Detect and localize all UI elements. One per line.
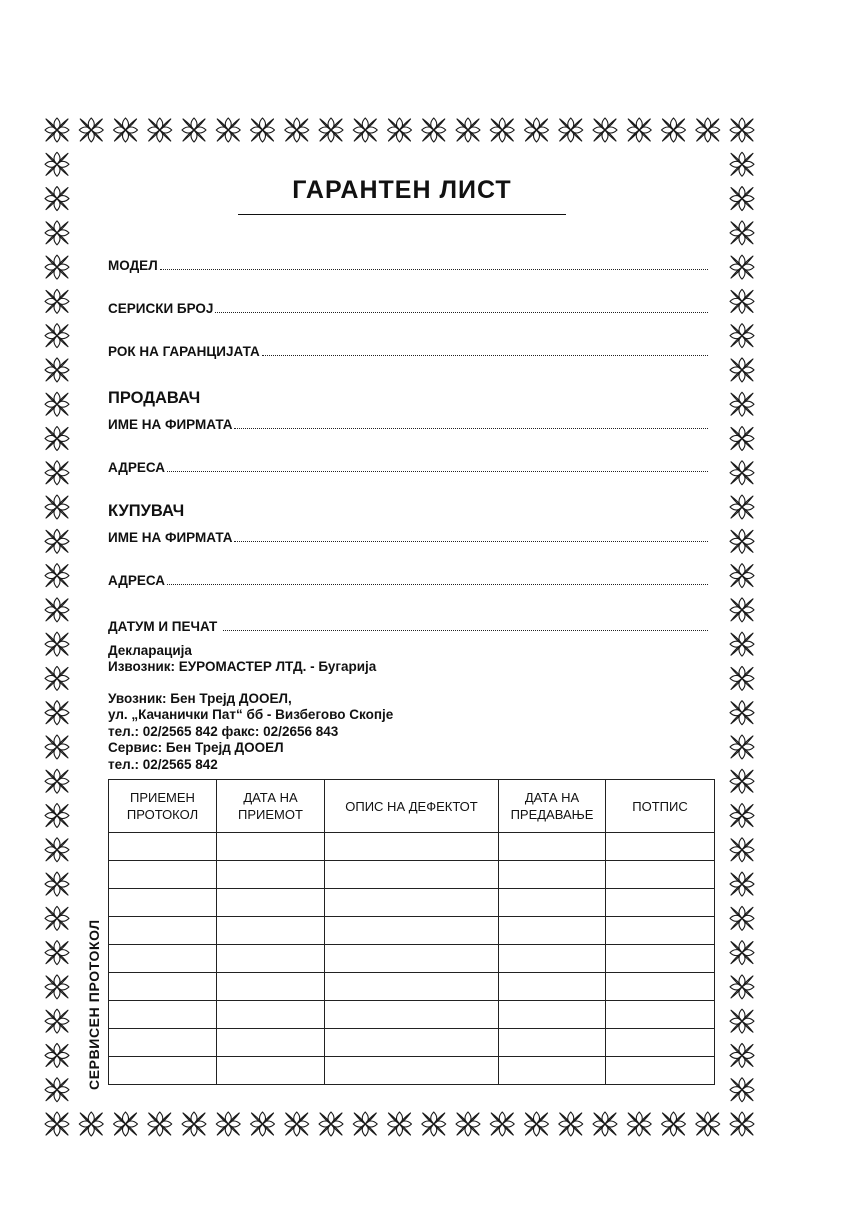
border-flower-icon	[525, 1112, 549, 1136]
border-flower-icon	[148, 118, 172, 142]
table-cell[interactable]	[606, 1001, 715, 1029]
border-flower-icon	[730, 221, 754, 245]
border-flower-icon	[45, 906, 69, 930]
border-flower-icon	[730, 255, 754, 279]
table-row	[109, 833, 715, 861]
border-flower-icon	[285, 1112, 309, 1136]
border-flower-icon	[730, 289, 754, 313]
table-cell[interactable]	[217, 945, 325, 973]
service-protocol-side-label: СЕРВИСЕН ПРОТОКОЛ	[86, 919, 102, 1090]
table-cell[interactable]	[217, 889, 325, 917]
border-flower-icon	[456, 118, 480, 142]
border-flower-icon	[45, 289, 69, 313]
buyer-address-field[interactable]	[108, 573, 708, 588]
buyer-address-label: АДРЕСА	[108, 573, 166, 588]
border-flower-icon	[696, 118, 720, 142]
table-cell[interactable]	[325, 889, 499, 917]
border-flower-icon	[730, 564, 754, 588]
serial-label: СЕРИСКИ БРОЈ	[108, 301, 214, 316]
table-row	[109, 1057, 715, 1085]
table-cell[interactable]	[217, 1029, 325, 1057]
border-flower-icon	[319, 1112, 343, 1136]
declaration-label: Декларација	[108, 643, 192, 658]
table-cell[interactable]	[325, 1001, 499, 1029]
column-header-line: ОПИС НА ДЕФЕКТОТ	[345, 798, 478, 814]
table-cell[interactable]	[217, 833, 325, 861]
table-cell[interactable]	[109, 861, 217, 889]
table-cell[interactable]	[217, 917, 325, 945]
date-stamp-label: ДАТУМ И ПЕЧАТ	[108, 619, 218, 634]
service-line: Сервис: Бен Трејд ДООЕЛ	[108, 740, 284, 756]
column-header-line: ПОТПИС	[632, 798, 688, 814]
border-flower-icon	[79, 118, 103, 142]
border-flower-icon	[45, 701, 69, 725]
border-flower-icon	[45, 426, 69, 450]
table-cell[interactable]	[499, 917, 606, 945]
border-flower-icon	[422, 1112, 446, 1136]
column-header	[109, 780, 217, 833]
table-cell[interactable]	[109, 889, 217, 917]
table-cell[interactable]	[325, 917, 499, 945]
border-flower-icon	[730, 152, 754, 176]
border-flower-icon	[388, 118, 412, 142]
border-flower-icon	[182, 118, 206, 142]
column-header	[325, 780, 499, 833]
table-cell[interactable]	[109, 973, 217, 1001]
border-flower-icon	[45, 564, 69, 588]
border-flower-icon	[490, 118, 514, 142]
buyer-company-field[interactable]	[108, 530, 708, 545]
table-cell[interactable]	[499, 1001, 606, 1029]
border-flower-icon	[45, 804, 69, 828]
title-underline	[238, 214, 566, 215]
table-cell[interactable]	[217, 973, 325, 1001]
seller-heading: ПРОДАВАЧ	[108, 389, 201, 407]
border-flower-icon	[216, 118, 240, 142]
table-cell[interactable]	[606, 917, 715, 945]
table-cell[interactable]	[325, 1029, 499, 1057]
serial-field[interactable]	[108, 301, 708, 316]
border-flower-icon	[45, 1043, 69, 1067]
border-flower-icon	[730, 495, 754, 519]
border-flower-icon	[730, 1112, 754, 1136]
table-cell[interactable]	[217, 861, 325, 889]
table-cell[interactable]	[606, 945, 715, 973]
table-cell[interactable]	[325, 1057, 499, 1085]
border-flower-icon	[353, 118, 377, 142]
column-header	[606, 780, 715, 833]
table-cell[interactable]	[325, 833, 499, 861]
table-cell[interactable]	[109, 1057, 217, 1085]
table-cell[interactable]	[109, 917, 217, 945]
border-flower-icon	[559, 1112, 583, 1136]
border-flower-icon	[79, 1112, 103, 1136]
model-label: МОДЕЛ	[108, 258, 158, 273]
border-flower-icon	[730, 975, 754, 999]
seller-address-label: АДРЕСА	[108, 460, 166, 475]
model-field[interactable]	[108, 258, 708, 273]
border-flower-icon	[45, 255, 69, 279]
border-flower-icon	[730, 392, 754, 416]
table-cell[interactable]	[606, 861, 715, 889]
border-flower-icon	[45, 735, 69, 759]
table-row	[109, 945, 715, 973]
column-header	[217, 780, 325, 833]
border-flower-icon	[730, 701, 754, 725]
border-flower-icon	[730, 598, 754, 622]
border-flower-icon	[45, 152, 69, 176]
border-flower-icon	[319, 118, 343, 142]
border-flower-icon	[627, 118, 651, 142]
border-flower-icon	[45, 975, 69, 999]
table-cell[interactable]	[606, 1029, 715, 1057]
table-cell[interactable]	[606, 1057, 715, 1085]
table-cell[interactable]	[325, 861, 499, 889]
border-flower-icon	[730, 461, 754, 485]
table-cell[interactable]	[109, 945, 217, 973]
border-flower-icon	[45, 838, 69, 862]
table-row	[109, 917, 715, 945]
buyer-heading: КУПУВАЧ	[108, 502, 185, 520]
border-flower-icon	[148, 1112, 172, 1136]
service-protocol-table	[108, 779, 715, 1085]
border-flower-icon	[456, 1112, 480, 1136]
border-flower-icon	[388, 1112, 412, 1136]
table-cell[interactable]	[606, 973, 715, 1001]
page-title: ГАРАНТЕН ЛИСТ	[292, 176, 512, 204]
border-flower-icon	[730, 906, 754, 930]
border-flower-icon	[730, 838, 754, 862]
border-flower-icon	[251, 1112, 275, 1136]
border-flower-icon	[730, 324, 754, 348]
border-flower-icon	[45, 392, 69, 416]
border-flower-icon	[525, 118, 549, 142]
border-flower-icon	[730, 804, 754, 828]
seller-address-field[interactable]	[108, 460, 708, 475]
service-phone-line: тел.: 02/2565 842	[108, 756, 218, 772]
border-flower-icon	[730, 1009, 754, 1033]
buyer-company-label: ИМЕ НА ФИРМАТА	[108, 530, 233, 545]
table-cell[interactable]	[606, 833, 715, 861]
border-flower-icon	[182, 1112, 206, 1136]
border-flower-icon	[45, 632, 69, 656]
table-cell[interactable]	[499, 1057, 606, 1085]
importer-block	[108, 691, 393, 773]
border-flower-icon	[45, 666, 69, 690]
border-flower-icon	[730, 666, 754, 690]
border-flower-icon	[45, 941, 69, 965]
border-flower-icon	[730, 529, 754, 553]
border-flower-icon	[593, 118, 617, 142]
column-header-line: ПРИЕМЕН	[130, 790, 195, 805]
border-flower-icon	[45, 495, 69, 519]
table-cell[interactable]	[109, 1001, 217, 1029]
border-flower-icon	[353, 1112, 377, 1136]
table-cell[interactable]	[109, 1029, 217, 1057]
border-flower-icon	[730, 735, 754, 759]
table-cell[interactable]	[325, 973, 499, 1001]
border-flower-icon	[730, 426, 754, 450]
column-header-line: ПРИЕМОТ	[238, 807, 303, 822]
border-flower-icon	[662, 118, 686, 142]
border-flower-icon	[696, 1112, 720, 1136]
table-cell[interactable]	[217, 1057, 325, 1085]
border-flower-icon	[45, 1112, 69, 1136]
seller-company-field[interactable]	[108, 417, 708, 432]
seller-company-label: ИМЕ НА ФИРМАТА	[108, 417, 233, 432]
table-cell[interactable]	[217, 1001, 325, 1029]
border-flower-icon	[730, 941, 754, 965]
border-flower-icon	[559, 118, 583, 142]
border-flower-icon	[45, 324, 69, 348]
table-cell[interactable]	[499, 889, 606, 917]
border-flower-icon	[627, 1112, 651, 1136]
border-flower-icon	[45, 872, 69, 896]
border-flower-icon	[45, 118, 69, 142]
column-header-line: ПРЕДАВАЊЕ	[510, 807, 594, 822]
table-row	[109, 973, 715, 1001]
date-stamp-field[interactable]	[108, 619, 708, 634]
table-cell[interactable]	[499, 973, 606, 1001]
phone-line: тел.: 02/2565 842 факс: 02/2656 843	[108, 723, 339, 739]
border-flower-icon	[730, 187, 754, 211]
border-flower-icon	[422, 118, 446, 142]
border-flower-icon	[730, 1043, 754, 1067]
table-row	[109, 1001, 715, 1029]
declaration-block	[108, 643, 376, 676]
border-flower-icon	[593, 1112, 617, 1136]
column-header	[499, 780, 606, 833]
border-flower-icon	[730, 769, 754, 793]
border-flower-icon	[730, 872, 754, 896]
border-flower-icon	[45, 529, 69, 553]
border-flower-icon	[285, 118, 309, 142]
border-flower-icon	[730, 358, 754, 382]
border-flower-icon	[45, 598, 69, 622]
table-row	[109, 861, 715, 889]
warranty-label: РОК НА ГАРАНЦИЈАТА	[108, 344, 260, 359]
border-flower-icon	[45, 221, 69, 245]
table-cell[interactable]	[499, 1029, 606, 1057]
border-flower-icon	[490, 1112, 514, 1136]
table-row	[109, 889, 715, 917]
border-flower-icon	[216, 1112, 240, 1136]
border-flower-icon	[114, 118, 138, 142]
table-cell[interactable]	[325, 945, 499, 973]
table-cell[interactable]	[109, 833, 217, 861]
street-line: ул. „Качанички Пат“ бб - Визбегово Скопјe	[108, 707, 394, 723]
table-cell[interactable]	[499, 861, 606, 889]
table-cell[interactable]	[499, 833, 606, 861]
border-flower-icon	[251, 118, 275, 142]
border-flower-icon	[662, 1112, 686, 1136]
border-flower-icon	[45, 769, 69, 793]
warranty-field[interactable]	[108, 344, 708, 359]
border-flower-icon	[45, 461, 69, 485]
table-cell[interactable]	[499, 945, 606, 973]
border-flower-icon	[730, 118, 754, 142]
table-row	[109, 1029, 715, 1057]
column-header-line: ПРОТОКОЛ	[126, 807, 199, 822]
column-header-line: ДАТА НА	[243, 790, 298, 805]
table-cell[interactable]	[606, 889, 715, 917]
column-header-line: ДАТА НА	[524, 790, 580, 805]
importer-line: Увозник: Бен Трејд ДООЕЛ,	[108, 691, 292, 706]
border-flower-icon	[45, 1078, 69, 1102]
border-flower-icon	[45, 358, 69, 382]
table-header-row	[109, 780, 715, 833]
exporter-line: Извозник: ЕУРОМАСТЕР ЛТД. - Бугарија	[108, 659, 377, 675]
border-flower-icon	[730, 1078, 754, 1102]
border-flower-icon	[45, 1009, 69, 1033]
border-flower-icon	[45, 187, 69, 211]
border-flower-icon	[114, 1112, 138, 1136]
border-flower-icon	[730, 632, 754, 656]
